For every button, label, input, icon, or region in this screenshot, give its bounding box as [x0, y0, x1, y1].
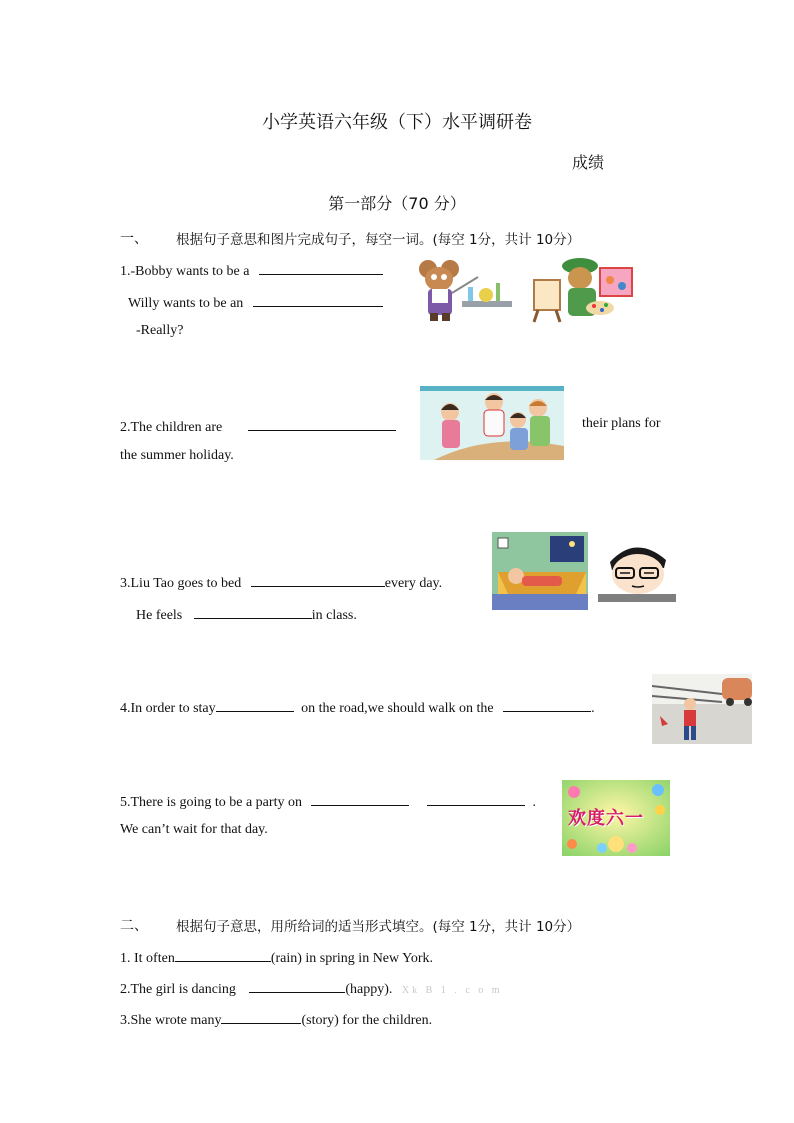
watermark-text: Xk B 1 . c o m: [401, 985, 503, 996]
page-title: 小学英语六年级（下）水平调研卷: [262, 112, 532, 133]
q2-blank[interactable]: [248, 416, 396, 431]
q4-blank-1[interactable]: [216, 697, 294, 712]
section1-instruction: 根据句子意思和图片完成句子，每空一词。(每空 1分，共计 10分）: [176, 232, 581, 248]
q1-line-b: Willy wants to be an: [128, 292, 383, 312]
q1-blank-2[interactable]: [253, 292, 383, 307]
q5-blank-2[interactable]: [427, 791, 525, 806]
q2-line-a: 2.The children are: [120, 416, 396, 436]
s2-q2-blank[interactable]: [249, 978, 345, 993]
section2-number: 二、: [120, 919, 148, 934]
q4-line: 4.In order to stay on the road,we should walk on the .: [120, 697, 595, 717]
s2-q1-blank[interactable]: [175, 947, 271, 962]
boy-in-bed-picture: [492, 532, 588, 610]
s2-q3-blank[interactable]: [221, 1009, 301, 1024]
score-label: 成绩: [572, 153, 605, 172]
q3-blank-1[interactable]: [251, 572, 385, 587]
sleepy-boy-picture: [598, 540, 676, 602]
q2-line-a-tail: their plans for: [582, 416, 661, 431]
q2-line-b: the summer holiday.: [120, 448, 234, 463]
q3-line-b: He feels in class.: [136, 604, 357, 624]
q1-blank-1[interactable]: [259, 260, 383, 275]
section2-instruction: 根据句子意思，用所给词的适当形式填空。(每空 1分，共计 10分）: [176, 919, 581, 935]
q5-blank-1[interactable]: [311, 791, 409, 806]
q3-line-a: 3.Liu Tao goes to bed every day.: [120, 572, 442, 592]
s2-q3: 3.She wrote many (story) for the children.: [120, 1009, 432, 1029]
children-talking-picture: [420, 386, 564, 460]
q5-line-b: We can’t wait for that day.: [120, 822, 268, 837]
boy-on-sidewalk-picture: [652, 674, 752, 744]
q3-blank-2[interactable]: [194, 604, 312, 619]
q5-line-a: 5.There is going to be a party on .: [120, 791, 536, 811]
q1-line-a: 1.-Bobby wants to be a: [120, 260, 383, 280]
scientist-mouse-picture: [408, 255, 516, 327]
banner-text: 欢度六一: [568, 808, 644, 829]
section1-number: 一、: [120, 232, 148, 247]
q4-blank-2[interactable]: [503, 697, 591, 712]
s2-q1: 1. It often (rain) in spring in New York.: [120, 947, 433, 967]
childrens-day-banner: [562, 780, 670, 856]
s2-q2: 2.The girl is dancing (happy). Xk B 1 . c o m: [120, 978, 503, 998]
part-one-heading: 第一部分（70 分）: [328, 194, 466, 213]
painter-dog-picture: [530, 256, 636, 324]
q1-line-c: -Really?: [136, 323, 184, 338]
